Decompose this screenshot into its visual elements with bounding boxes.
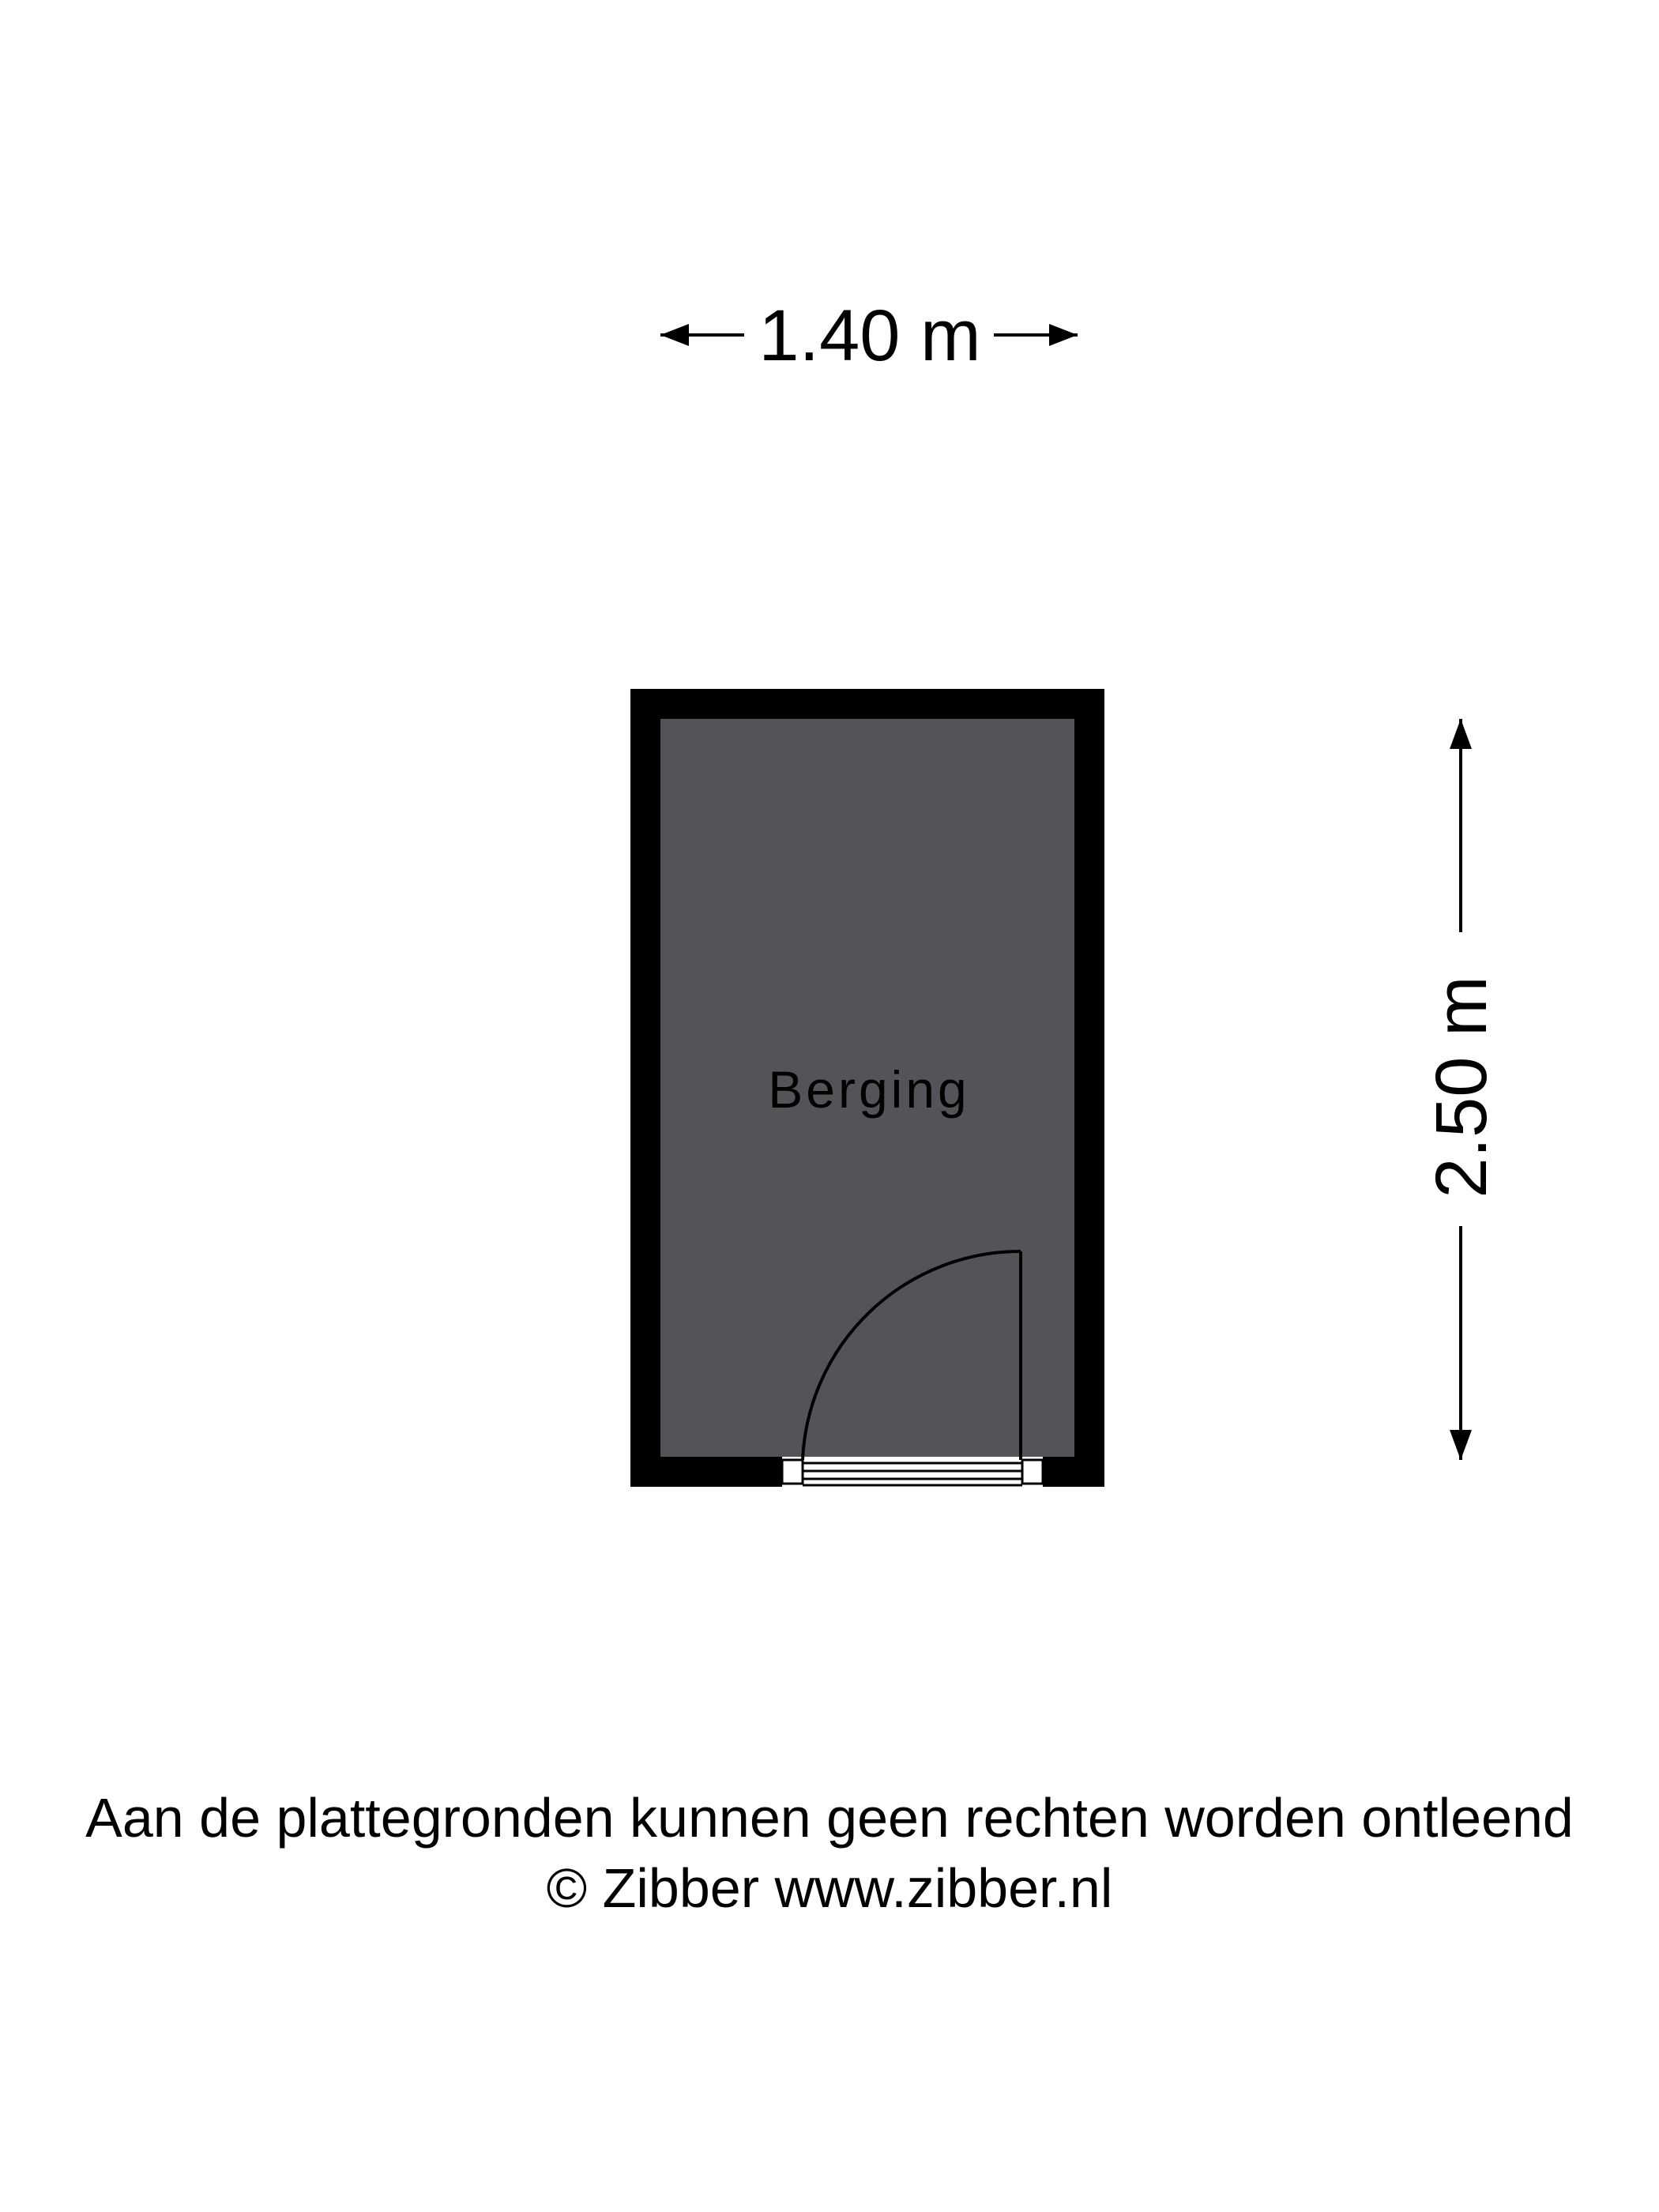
room-berging: [630, 689, 1104, 1487]
width-arrowhead-left: [660, 324, 689, 346]
room-label: Berging: [768, 1060, 970, 1119]
width-dimension-label: 1.40 m: [758, 295, 981, 376]
height-arrowhead-top: [1450, 719, 1472, 749]
copyright-text: © Zibber www.zibber.nl: [546, 1857, 1113, 1919]
door-frame-left: [782, 1460, 803, 1484]
disclaimer-text: Aan de plattegronden kunnen geen rechten worden ontleend: [85, 1787, 1574, 1849]
width-arrowhead-right: [1049, 324, 1078, 346]
height-dimension: [1421, 719, 1502, 1460]
door-frame-right: [1022, 1460, 1043, 1484]
height-arrowhead-bottom: [1450, 1430, 1472, 1460]
height-dimension-label: 2.50 m: [1421, 976, 1502, 1198]
width-dimension: [660, 295, 1078, 376]
